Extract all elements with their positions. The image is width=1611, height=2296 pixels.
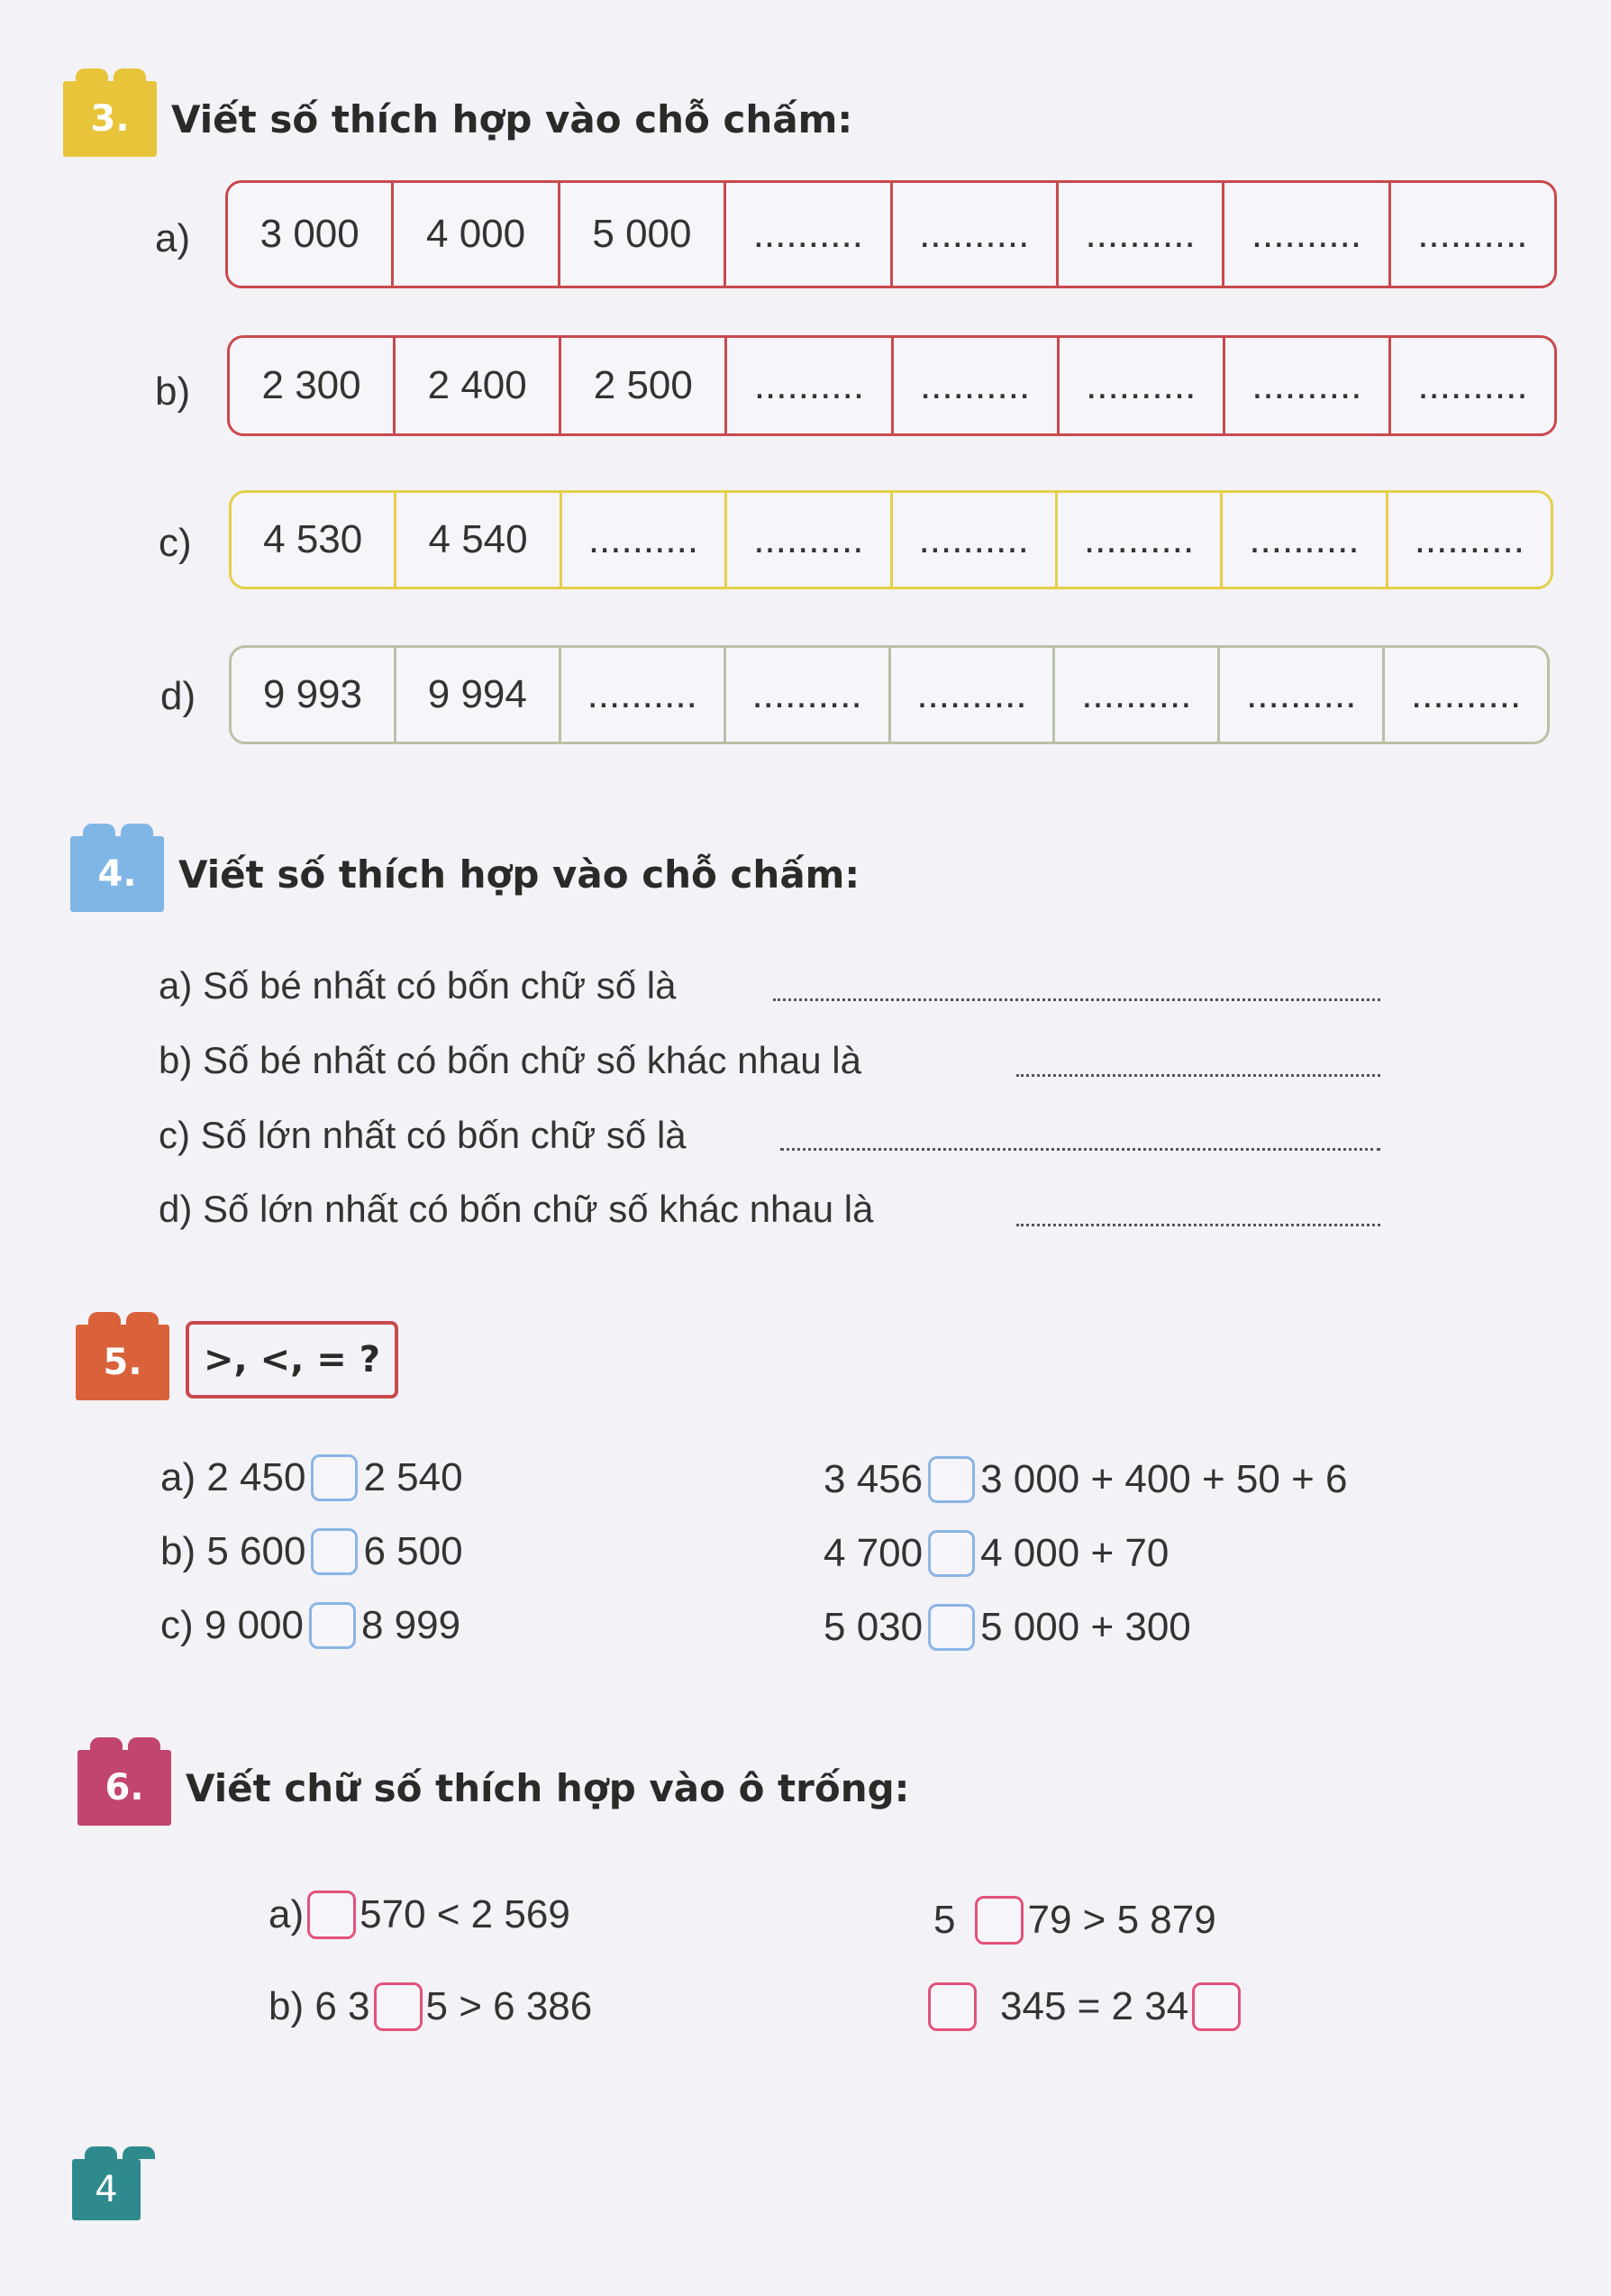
ex4-answer-a[interactable] bbox=[773, 997, 1380, 1001]
ex4-item-a: a) Số bé nhất có bốn chữ số là bbox=[159, 964, 677, 1007]
ex3-b-cell-2: 2 400 bbox=[396, 338, 561, 433]
digit-box[interactable] bbox=[975, 1896, 1024, 1945]
ex3-a-cell-3: 5 000 bbox=[560, 183, 726, 286]
digit-box[interactable] bbox=[928, 1982, 977, 2031]
ex3-a-cell-4[interactable]: .......... bbox=[726, 183, 892, 286]
ex3-row-label-c: c) bbox=[159, 521, 192, 565]
ex4-badge: 4. bbox=[70, 836, 164, 912]
ex5-left-c-second: 8 999 bbox=[360, 1603, 461, 1647]
ex4-answer-d[interactable] bbox=[1016, 1222, 1380, 1226]
ex6-b-prefix: b) 6 3 bbox=[268, 1984, 370, 2028]
ex6-badge: 6. bbox=[77, 1750, 171, 1826]
ex3-a-cell-1: 3 000 bbox=[228, 183, 394, 286]
ex5-right-3 bbox=[824, 1604, 1191, 1651]
ex3-strip-b bbox=[227, 335, 1557, 436]
ex3-b-cell-5[interactable]: .......... bbox=[894, 338, 1060, 433]
ex3-c-cell-2: 4 540 bbox=[396, 493, 561, 587]
ex3-a-cell-5[interactable]: .......... bbox=[893, 183, 1059, 286]
ex5-right-2 bbox=[824, 1530, 1169, 1577]
ex4-item-c: c) Số lớn nhất có bốn chữ số là bbox=[159, 1114, 687, 1156]
ex6-a-rest: 570 < 2 569 bbox=[360, 1892, 570, 1936]
ex5-right-1-first: 3 456 bbox=[824, 1457, 924, 1501]
ex3-d-cell-8[interactable]: .......... bbox=[1410, 672, 1522, 716]
ex3-c-cell-7[interactable]: .......... bbox=[1223, 493, 1388, 587]
ex3-title: Viết số thích hợp vào chỗ chấm: bbox=[171, 97, 853, 141]
ex6-r2-mid: 345 = 2 34 bbox=[1000, 1984, 1189, 2028]
ex3-strip-a bbox=[225, 180, 1557, 288]
ex3-b-cell-7[interactable]: .......... bbox=[1225, 338, 1391, 433]
ex4-answer-c[interactable] bbox=[780, 1146, 1380, 1151]
ex3-row-label-d: d) bbox=[160, 674, 196, 718]
ex6-item-a bbox=[268, 1891, 570, 1939]
ex3-d-cell-4[interactable]: .......... bbox=[726, 648, 891, 742]
ex3-d-cell-1: 9 993 bbox=[232, 648, 396, 742]
ex3-d-cell-6[interactable]: .......... bbox=[1055, 648, 1220, 742]
digit-box[interactable] bbox=[1192, 1982, 1241, 2031]
ex3-b-cell-8[interactable]: .......... bbox=[1417, 363, 1528, 407]
ex5-right-1-second: 3 000 + 400 + 50 + 6 bbox=[980, 1457, 1348, 1501]
ex3-a-cell-2: 4 000 bbox=[394, 183, 560, 286]
ex5-left-c-first: c) 9 000 bbox=[160, 1603, 304, 1647]
ex5-left-a bbox=[160, 1454, 463, 1501]
ex3-strip-c bbox=[229, 490, 1553, 589]
ex3-d-cell-5[interactable]: .......... bbox=[891, 648, 1056, 742]
ex5-title-box bbox=[186, 1321, 398, 1399]
compare-box[interactable] bbox=[928, 1456, 975, 1503]
ex5-left-a-second: 2 540 bbox=[363, 1455, 463, 1499]
ex3-d-cell-7[interactable]: .......... bbox=[1220, 648, 1385, 742]
ex5-right-3-second: 5 000 + 300 bbox=[980, 1605, 1191, 1649]
ex4-title: Viết số thích hợp vào chỗ chấm: bbox=[178, 852, 860, 897]
ex3-b-cell-4[interactable]: .......... bbox=[727, 338, 893, 433]
ex4-item-b: b) Số bé nhất có bốn chữ số khác nhau là bbox=[159, 1039, 861, 1081]
ex5-left-c bbox=[160, 1602, 460, 1649]
compare-box[interactable] bbox=[311, 1454, 358, 1501]
ex5-left-b-first: b) 5 600 bbox=[160, 1529, 306, 1573]
ex3-d-cell-2: 9 994 bbox=[396, 648, 561, 742]
ex6-r1-prefix: 5 bbox=[933, 1898, 956, 1942]
digit-box[interactable] bbox=[307, 1891, 356, 1939]
ex3-row-label-a: a) bbox=[155, 216, 191, 260]
ex5-left-b bbox=[160, 1528, 463, 1575]
ex6-title: Viết chữ số thích hợp vào ô trống: bbox=[186, 1766, 910, 1810]
ex5-right-1 bbox=[824, 1456, 1347, 1503]
ex3-row-label-b: b) bbox=[155, 369, 191, 414]
compare-box[interactable] bbox=[928, 1530, 975, 1577]
ex3-c-cell-4[interactable]: .......... bbox=[727, 493, 892, 587]
ex3-b-cell-3: 2 500 bbox=[561, 338, 727, 433]
ex3-badge: 3. bbox=[63, 81, 157, 157]
ex3-c-cell-8[interactable]: .......... bbox=[1414, 517, 1525, 561]
compare-box[interactable] bbox=[928, 1604, 975, 1651]
ex4-item-d: d) Số lớn nhất có bốn chữ số khác nhau là bbox=[159, 1188, 874, 1230]
ex6-item-b bbox=[268, 1982, 592, 2031]
ex3-b-cell-6[interactable]: .......... bbox=[1060, 338, 1225, 433]
digit-box[interactable] bbox=[374, 1982, 423, 2031]
ex3-a-cell-8[interactable]: .......... bbox=[1417, 212, 1528, 256]
compare-box[interactable] bbox=[309, 1602, 356, 1649]
ex5-left-a-first: a) 2 450 bbox=[160, 1455, 306, 1499]
ex6-a-prefix: a) bbox=[268, 1892, 305, 1936]
ex5-right-2-second: 4 000 + 70 bbox=[980, 1531, 1170, 1575]
ex3-strip-d bbox=[229, 645, 1550, 744]
page-number: 4 bbox=[72, 2159, 141, 2220]
ex6-b-rest: 5 > 6 386 bbox=[425, 1984, 593, 2028]
ex6-r1-rest: 79 > 5 879 bbox=[1027, 1898, 1216, 1942]
ex3-c-cell-1: 4 530 bbox=[232, 493, 396, 587]
ex5-left-b-second: 6 500 bbox=[363, 1529, 463, 1573]
ex4-answer-b[interactable] bbox=[1016, 1072, 1380, 1077]
ex3-c-cell-3[interactable]: .......... bbox=[562, 493, 727, 587]
ex3-c-cell-6[interactable]: .......... bbox=[1058, 493, 1223, 587]
ex6-item-r1 bbox=[933, 1896, 1216, 1945]
ex6-item-r2 bbox=[924, 1982, 1244, 2031]
ex5-title: >, <, = ? bbox=[204, 1339, 380, 1380]
ex3-a-cell-6[interactable]: .......... bbox=[1059, 183, 1224, 286]
ex5-badge: 5. bbox=[76, 1325, 169, 1400]
ex5-right-2-first: 4 700 bbox=[824, 1531, 924, 1575]
ex3-b-cell-1: 2 300 bbox=[230, 338, 396, 433]
ex3-d-cell-3[interactable]: .......... bbox=[561, 648, 726, 742]
compare-box[interactable] bbox=[311, 1528, 358, 1575]
ex3-a-cell-7[interactable]: .......... bbox=[1224, 183, 1390, 286]
ex5-right-3-first: 5 030 bbox=[824, 1605, 924, 1649]
ex3-c-cell-5[interactable]: .......... bbox=[893, 493, 1058, 587]
